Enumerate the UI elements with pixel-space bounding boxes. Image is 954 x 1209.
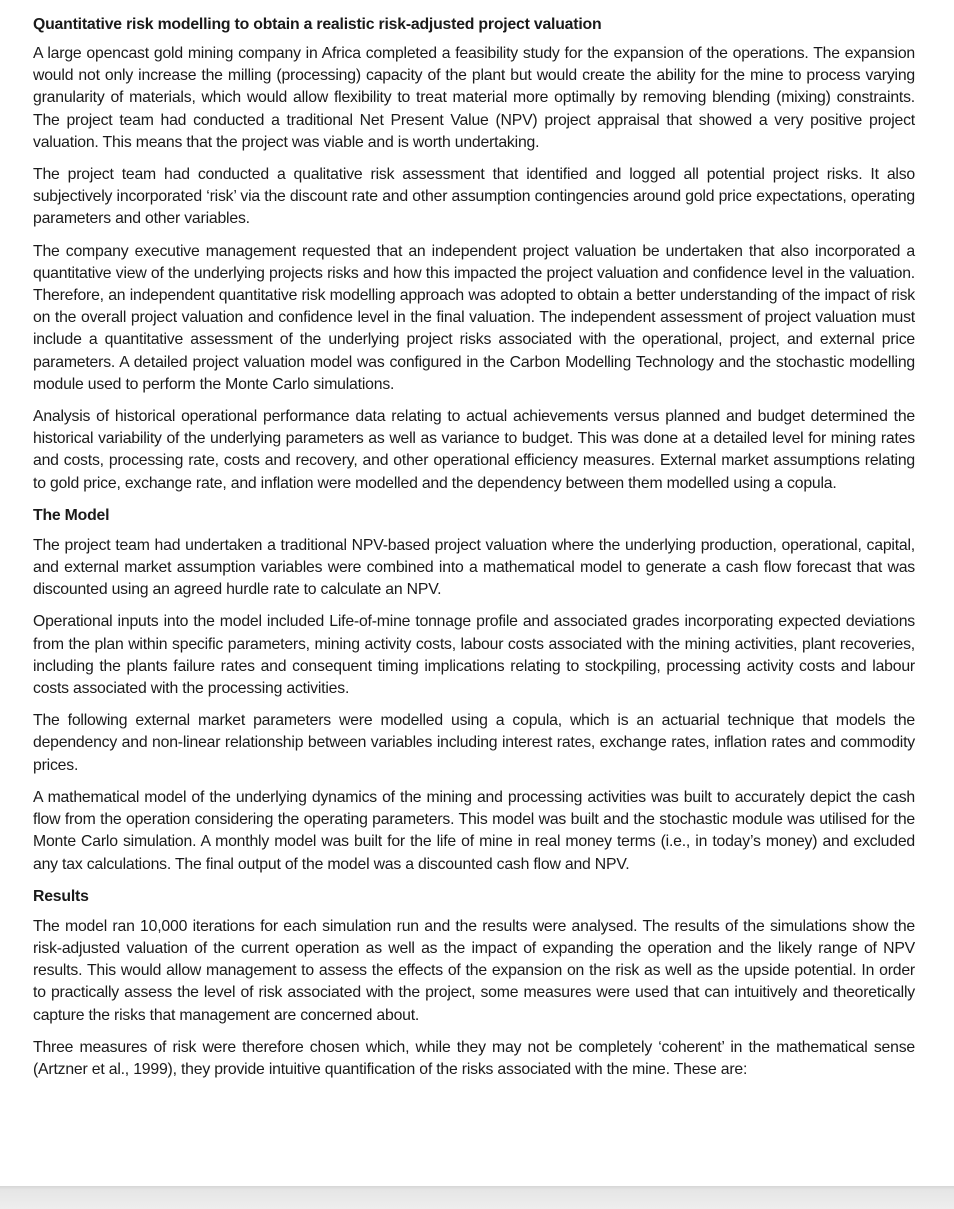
intro-paragraph-4: Analysis of historical operational performance data relating to actual achievements versus planned and budget determined the historical variability of the underlying parameters as well as variance to budget. This was done at a detailed level for mining rates and costs, processing rate, costs and recovery, and other operational efficiency measures. External market assumptions relating to gold price, exchange rate, and inflation were modelled and the dependency between them modelled using a copula. (33, 408, 915, 492)
results-heading: Results (33, 887, 89, 905)
page-bottom-edge (0, 1186, 954, 1209)
intro-paragraph-3: The company executive management requested that an independent project valuation be undertaken that also incorporated a quantitative view of the underlying projects risks and how this impacted the project valuation and confidence level in the valuation. Therefore, an independent quantitative risk modelling approach was adopted to obtain a better understanding of the impact of risk on the overall project valuation and confidence level in the final valuation. The independent assessment of project valuation must include a quantitative assessment of the underlying project risks associated with the operational, project, and external price parameters. A detailed project valuation model was configured in the Carbon Modelling Technology and the stochastic modelling module used to perform the Monte Carlo simulations. (33, 242, 915, 393)
results-paragraph-2: Three measures of risk were therefore chosen which, while they may not be completely ‘coherent’ in the mathematical sense (Artzner et al., 1999), they provide intuitive quantification of the risks associated with the mine. These are: (33, 1038, 915, 1078)
document-content (33, 14, 915, 1091)
model-paragraph-4: A mathematical model of the underlying dynamics of the mining and processing activities was built to accurately depict the cash flow from the operation considering the operating parameters. This model was built and the stochastic module was utilised for the Monte Carlo simulation. A monthly model was built for the life of mine in real money terms (i.e., in today’s money) and excluded any tax calculations. The final output of the model was a discounted cash flow and NPV. (33, 788, 915, 873)
model-heading: The Model (33, 506, 110, 524)
model-paragraph-3: The following external market parameters were modelled using a copula, which is an actuarial technique that models the dependency and non-linear relationship between variables including interest rates, exchange rates, inflation rates and commodity prices. (33, 712, 915, 774)
model-paragraph-1: The project team had undertaken a traditional NPV-based project valuation where the underlying production, operational, capital, and external market assumption variables were combined into a mathematical model to generate a cash flow forecast that was discounted using an agreed hurdle rate to calculate an NPV. (33, 536, 915, 599)
results-paragraph-1: The model ran 10,000 iterations for each simulation run and the results were analysed. The results of the simulations show the risk-adjusted valuation of the current operation as well as the impact of expanding the operation and the likely range of NPV results. This would allow management to assess the effects of the expansion on the risk as well as the upside potential. In order to practically assess the level of risk associated with the project, some measures were used that can intuitively and theoretically capture the risks that management are concerned about. (33, 917, 915, 1024)
model-paragraph-2: Operational inputs into the model included Life-of-mine tonnage profile and associated grades incorporating expected deviations from the plan within specific parameters, mining activity costs, labour costs associated with the mining activities, plant recoveries, including the plants failure rates and consequent timing implications relating to stockpiling, processing activity costs and labour costs associated with the processing activities. (33, 613, 915, 698)
intro-paragraph-2: The project team had conducted a qualitative risk assessment that identified and logged all potential project risks. It also subjectively incorporated ‘risk’ via the discount rate and other assumption contingencies around gold price expectations, operating parameters and other variables. (33, 166, 915, 228)
intro-paragraph-1: A large opencast gold mining company in Africa completed a feasibility study for the expansion of the operations. The expansion would not only increase the milling (processing) capacity of the plant but would create the ability for the mine to process varying granularity of materials, which would allow flexibility to treat material more optimally by removing blending (mixing) constraints. The project team had conducted a traditional Net Present Value (NPV) project appraisal that showed a very positive project valuation. This means that the project was viable and is worth undertaking. (33, 45, 915, 151)
document-title: Quantitative risk modelling to obtain a realistic risk-adjusted project valuation (33, 16, 602, 33)
